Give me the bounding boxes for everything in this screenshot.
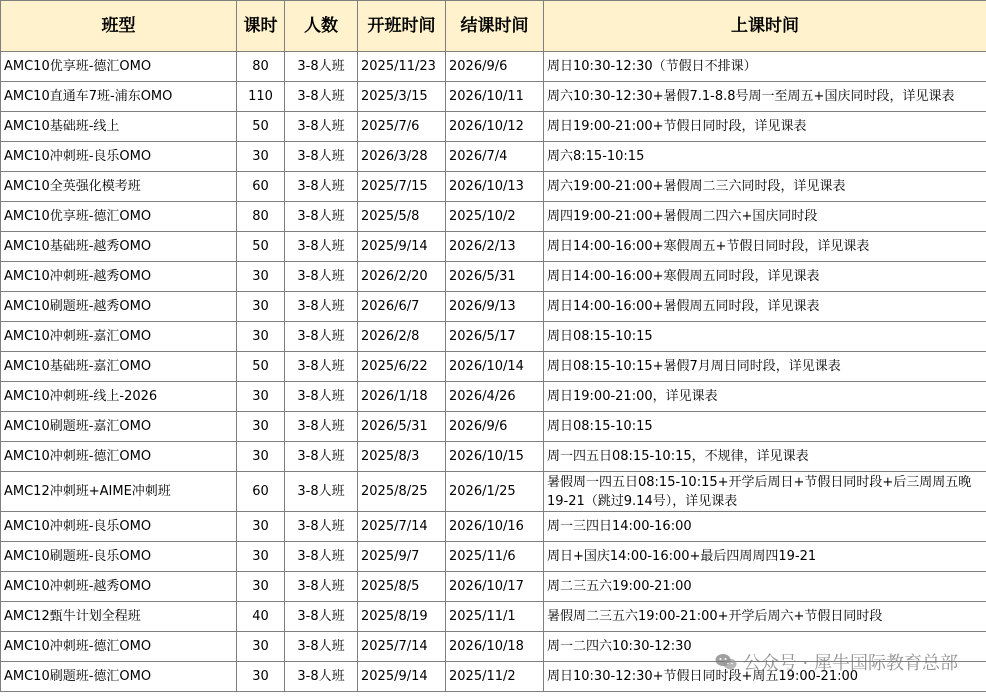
cell-hours: 30 [237,292,285,322]
cell-end-date: 2026/10/14 [446,352,544,382]
cell-class-size: 3-8人班 [285,202,358,232]
cell-class-type: AMC10冲刺班-良乐OMO [1,512,237,542]
table-row [1,662,986,692]
cell-end-date: 2025/10/2 [446,202,544,232]
cell-hours: 50 [237,352,285,382]
header-schedule: 上课时间 [544,1,986,52]
cell-start-date: 2026/6/7 [358,292,446,322]
cell-end-date: 2026/4/26 [446,382,544,412]
table-row [1,232,986,262]
cell-schedule: 周一二四六10:30-12:30 [544,632,986,662]
cell-end-date: 2026/10/16 [446,512,544,542]
cell-hours: 80 [237,202,285,232]
cell-schedule: 周六19:00-21:00+暑假周二三六同时段，详见课表 [544,172,986,202]
cell-start-date: 2025/8/3 [358,442,446,472]
cell-hours: 110 [237,82,285,112]
table-row [1,382,986,412]
cell-start-date: 2025/7/14 [358,632,446,662]
cell-start-date: 2025/7/15 [358,172,446,202]
cell-class-size: 3-8人班 [285,322,358,352]
cell-class-type: AMC10基础班-嘉汇OMO [1,352,237,382]
cell-class-type: AMC10优享班-德汇OMO [1,202,237,232]
cell-class-size: 3-8人班 [285,472,358,512]
cell-class-size: 3-8人班 [285,572,358,602]
cell-class-type: AMC12甄牛计划全程班 [1,602,237,632]
table-row [1,442,986,472]
cell-class-size: 3-8人班 [285,542,358,572]
cell-hours: 30 [237,442,285,472]
cell-schedule: 周日10:30-12:30+节假日同时段+周五19:00-21:00 [544,662,986,692]
cell-class-size: 3-8人班 [285,382,358,412]
cell-schedule: 周六8:15-10:15 [544,142,986,172]
cell-class-type: AMC10刷题班-嘉汇OMO [1,412,237,442]
table-row [1,602,986,632]
cell-schedule: 周日19:00-21:00+节假日同时段，详见课表 [544,112,986,142]
cell-hours: 50 [237,232,285,262]
cell-class-size: 3-8人班 [285,142,358,172]
cell-class-type: AMC10冲刺班-良乐OMO [1,142,237,172]
cell-hours: 30 [237,542,285,572]
table-row [1,82,986,112]
cell-class-size: 3-8人班 [285,512,358,542]
cell-start-date: 2026/5/31 [358,412,446,442]
cell-class-type: AMC10冲刺班-线上-2026 [1,382,237,412]
watermark-text: 公众号 · 犀牛国际教育总部 [742,653,958,674]
cell-class-type: AMC10冲刺班-越秀OMO [1,572,237,602]
cell-schedule: 周日08:15-10:15 [544,322,986,352]
cell-hours: 30 [237,632,285,662]
header-class-size: 人数 [285,1,358,52]
table-row [1,472,986,512]
cell-class-type: AMC10全英强化模考班 [1,172,237,202]
table-row [1,112,986,142]
cell-schedule: 周一四五日08:15-10:15，不规律，详见课表 [544,442,986,472]
cell-hours: 30 [237,382,285,412]
cell-class-type: AMC10直通车7班-浦东OMO [1,82,237,112]
table-row [1,412,986,442]
table-row [1,292,986,322]
cell-end-date: 2026/5/17 [446,322,544,352]
cell-class-size: 3-8人班 [285,172,358,202]
cell-class-type: AMC10优享班-德汇OMO [1,52,237,82]
cell-hours: 80 [237,52,285,82]
cell-end-date: 2026/10/12 [446,112,544,142]
cell-schedule: 周一三四日14:00-16:00 [544,512,986,542]
table-header-row [1,1,986,52]
header-class-type: 班型 [1,1,237,52]
cell-end-date: 2025/11/6 [446,542,544,572]
cell-start-date: 2026/2/20 [358,262,446,292]
cell-end-date: 2026/10/15 [446,442,544,472]
cell-schedule: 周日14:00-16:00+暑假周五同时段，详见课表 [544,292,986,322]
cell-hours: 30 [237,262,285,292]
table-row [1,322,986,352]
header-hours: 课时 [237,1,285,52]
cell-start-date: 2025/7/6 [358,112,446,142]
cell-schedule: 周日19:00-21:00，详见课表 [544,382,986,412]
cell-start-date: 2025/7/14 [358,512,446,542]
cell-end-date: 2026/5/31 [446,262,544,292]
cell-start-date: 2025/9/14 [358,232,446,262]
cell-start-date: 2025/9/7 [358,542,446,572]
cell-hours: 40 [237,602,285,632]
table-row [1,172,986,202]
cell-class-size: 3-8人班 [285,262,358,292]
cell-hours: 30 [237,662,285,692]
cell-schedule: 周日08:15-10:15+暑假7月周日同时段，详见课表 [544,352,986,382]
cell-end-date: 2026/7/4 [446,142,544,172]
cell-schedule: 周六10:30-12:30+暑假7.1-8.8号周一至周五+国庆同时段，详见课表 [544,82,986,112]
cell-schedule: 周日+国庆14:00-16:00+最后四周周四19-21 [544,542,986,572]
header-end-date: 结课时间 [446,1,544,52]
cell-start-date: 2025/9/14 [358,662,446,692]
cell-end-date: 2026/10/13 [446,172,544,202]
cell-start-date: 2025/8/25 [358,472,446,512]
cell-end-date: 2026/10/17 [446,572,544,602]
cell-end-date: 2026/2/13 [446,232,544,262]
cell-hours: 60 [237,472,285,512]
cell-class-size: 3-8人班 [285,352,358,382]
cell-end-date: 2026/9/13 [446,292,544,322]
cell-hours: 30 [237,412,285,442]
cell-class-type: AMC10冲刺班-德汇OMO [1,442,237,472]
cell-hours: 50 [237,112,285,142]
cell-start-date: 2025/6/22 [358,352,446,382]
cell-class-size: 3-8人班 [285,662,358,692]
table-row [1,262,986,292]
cell-end-date: 2026/1/25 [446,472,544,512]
cell-hours: 30 [237,572,285,602]
cell-start-date: 2025/11/23 [358,52,446,82]
cell-class-size: 3-8人班 [285,82,358,112]
cell-schedule: 暑假周二三五六19:00-21:00+开学后周六+节假日同时段 [544,602,986,632]
cell-end-date: 2025/11/1 [446,602,544,632]
cell-class-type: AMC10刷题班-良乐OMO [1,542,237,572]
cell-class-size: 3-8人班 [285,412,358,442]
table-row [1,632,986,662]
table-row [1,202,986,232]
cell-class-type: AMC10基础班-线上 [1,112,237,142]
cell-schedule: 周日10:30-12:30（节假日不排课） [544,52,986,82]
table-row [1,512,986,542]
cell-end-date: 2026/10/11 [446,82,544,112]
cell-end-date: 2026/9/6 [446,412,544,442]
table-row [1,352,986,382]
cell-end-date: 2026/9/6 [446,52,544,82]
cell-end-date: 2025/11/2 [446,662,544,692]
cell-class-size: 3-8人班 [285,52,358,82]
table-row [1,142,986,172]
cell-start-date: 2026/2/8 [358,322,446,352]
cell-class-type: AMC10刷题班-越秀OMO [1,292,237,322]
cell-schedule: 暑假周一四五日08:15-10:15+开学后周日+节假日同时段+后三周周五晚19-21（跳过9.14号），详见课表 [544,472,986,512]
cell-start-date: 2026/1/18 [358,382,446,412]
cell-class-type: AMC12冲刺班+AIME冲刺班 [1,472,237,512]
cell-hours: 30 [237,142,285,172]
cell-class-size: 3-8人班 [285,292,358,322]
cell-schedule: 周日14:00-16:00+寒假周五+节假日同时段，详见课表 [544,232,986,262]
cell-end-date: 2026/10/18 [446,632,544,662]
cell-start-date: 2025/8/19 [358,602,446,632]
cell-start-date: 2025/5/8 [358,202,446,232]
table-row [1,542,986,572]
cell-start-date: 2025/8/5 [358,572,446,602]
header-start-date: 开班时间 [358,1,446,52]
cell-schedule: 周二三五六19:00-21:00 [544,572,986,602]
cell-hours: 30 [237,512,285,542]
cell-class-type: AMC10冲刺班-德汇OMO [1,632,237,662]
cell-start-date: 2026/3/28 [358,142,446,172]
cell-class-type: AMC10冲刺班-越秀OMO [1,262,237,292]
table-row [1,572,986,602]
cell-class-size: 3-8人班 [285,232,358,262]
cell-start-date: 2025/3/15 [358,82,446,112]
cell-class-size: 3-8人班 [285,112,358,142]
table-row [1,52,986,82]
cell-hours: 30 [237,322,285,352]
cell-class-type: AMC10基础班-越秀OMO [1,232,237,262]
cell-schedule: 周日08:15-10:15 [544,412,986,442]
cell-class-size: 3-8人班 [285,632,358,662]
cell-class-type: AMC10刷题班-德汇OMO [1,662,237,692]
cell-class-size: 3-8人班 [285,602,358,632]
cell-schedule: 周四19:00-21:00+暑假周二四六+国庆同时段 [544,202,986,232]
cell-hours: 60 [237,172,285,202]
cell-class-size: 3-8人班 [285,442,358,472]
cell-schedule: 周日14:00-16:00+寒假周五同时段，详见课表 [544,262,986,292]
cell-class-type: AMC10冲刺班-嘉汇OMO [1,322,237,352]
